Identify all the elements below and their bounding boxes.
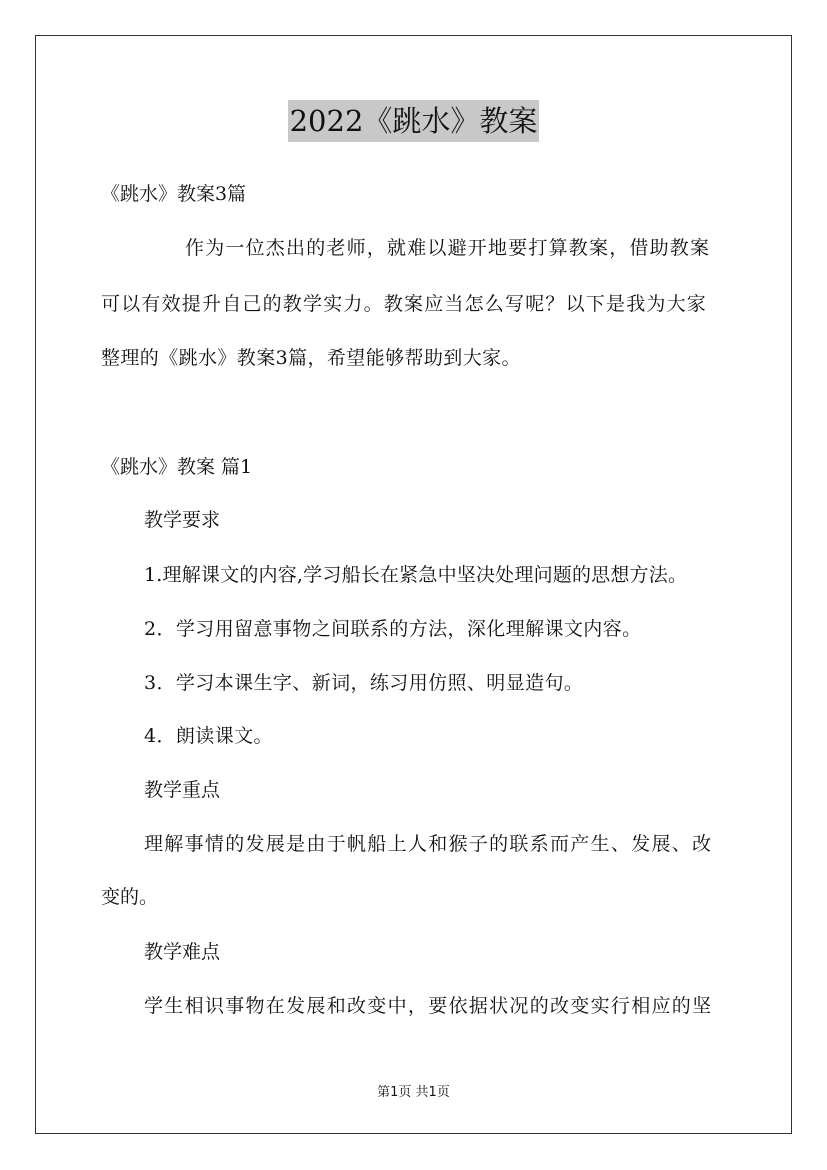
intro-paragraph-line: 可以有效提升自己的教学实力。教案应当怎么写呢？以下是我为大家 (101, 293, 708, 315)
intro-paragraph-line: 整理的《跳水》教案3篇，希望能够帮助到大家。 (101, 347, 521, 369)
document-title: 2022《跳水》教案 (288, 100, 540, 142)
document-subtitle: 《跳水》教案3篇 (101, 183, 247, 205)
requirement-item: 1.理解课文的内容,学习船长在紧急中坚决处理问题的思想方法。 (144, 564, 688, 586)
focus-paragraph-line: 变的。 (101, 886, 159, 908)
requirements-heading: 教学要求 (144, 509, 221, 531)
difficulty-heading: 教学难点 (144, 941, 221, 963)
focus-paragraph-line: 理解事情的发展是由于帆船上人和猴子的联系而产生、发展、改 (144, 833, 713, 855)
requirement-item: 2．学习用留意事物之间联系的方法，深化理解课文内容。 (144, 618, 642, 640)
title-container (0, 100, 827, 142)
requirement-item: 3．学习本课生字、新词，练习用仿照、明显造句。 (144, 672, 584, 694)
intro-paragraph-line: 作为一位杰出的老师，就难以避开地要打算教案，借助教案 (185, 237, 711, 259)
page-footer: 第1页 共1页 (377, 1085, 450, 1100)
requirement-item: 4．朗读课文。 (144, 725, 273, 747)
section-heading: 《跳水》教案 篇1 (101, 456, 253, 478)
difficulty-paragraph-line: 学生相识事物在发展和改变中，要依据状况的改变实行相应的坚 (144, 995, 713, 1017)
focus-heading: 教学重点 (144, 779, 221, 801)
